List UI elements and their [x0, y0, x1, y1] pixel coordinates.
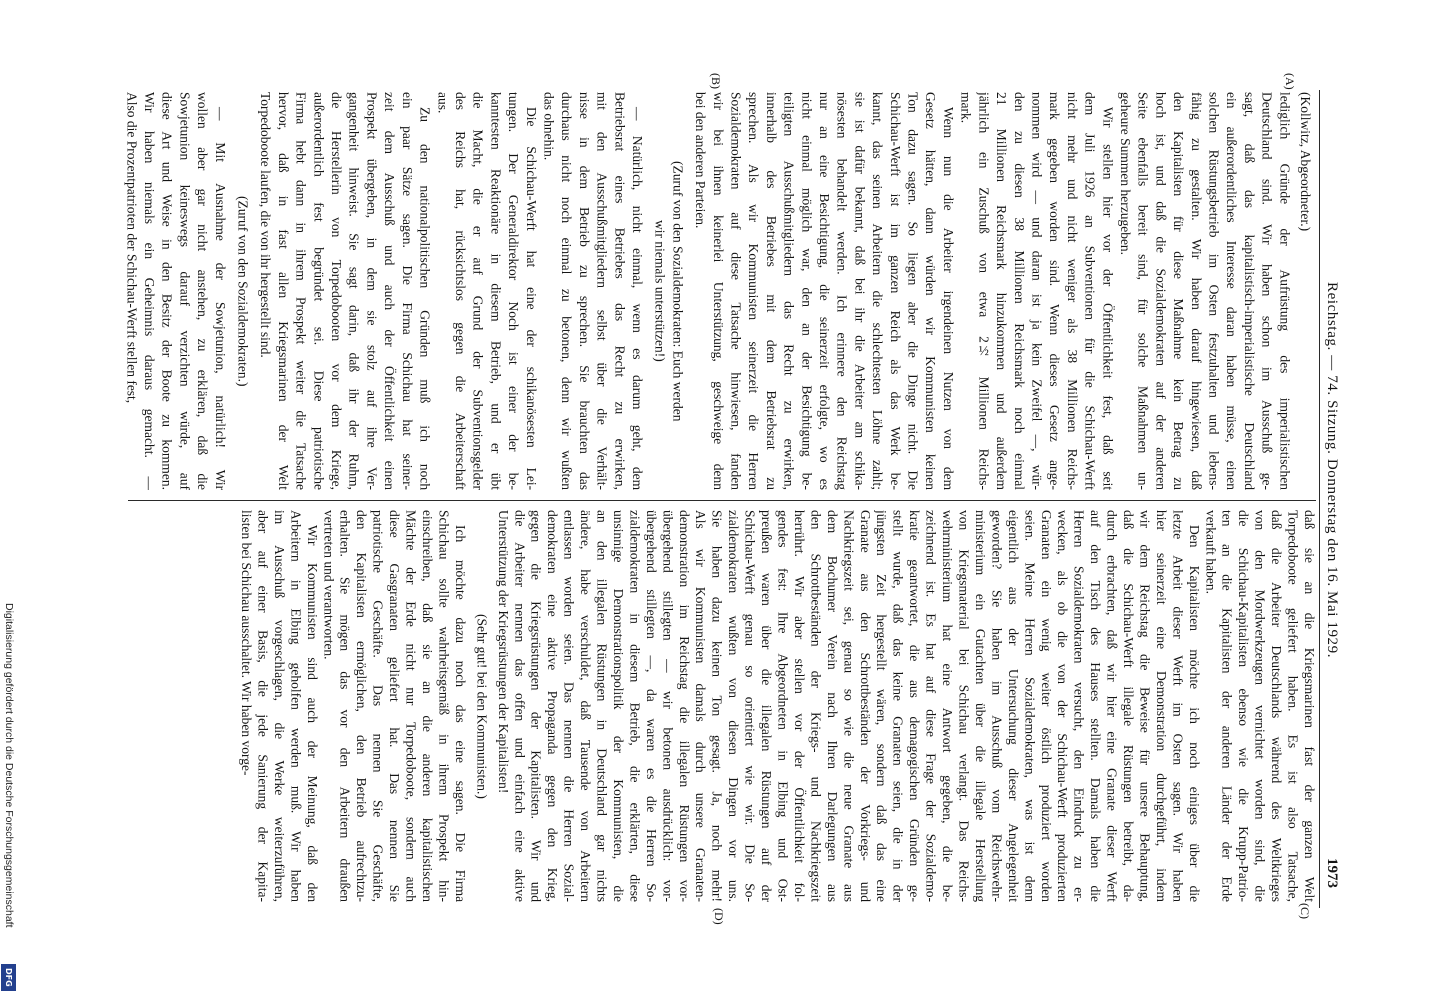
text-line: den Kapitalisten für diese Maßnahme kein Betrag zu — [1171, 92, 1187, 490]
text-line: Deutschland sind. Wir haben schon im Ausschuß ge- — [1259, 92, 1275, 490]
text-line: übergehend stillegten —, da waren es die Herren So- — [643, 510, 659, 902]
text-line: kratie geantwortet, die aus demagogischen Gründen ge- — [907, 510, 923, 902]
text-line: wir bei ihnen keinerlei Unterstützung, geschweige denn — [710, 92, 726, 490]
paragraph — [691, 92, 957, 490]
text-line: wecken, als ob die von der Schichau-Werft produzierten — [1055, 510, 1071, 902]
text-line: Wenn nun die Arbeiter irgendeinen Nutzen von dem — [940, 106, 956, 490]
page-number: 1973 — [1324, 858, 1340, 888]
text-line: die Herstellerin von Torpedobooten vor dem Kriege, — [329, 92, 345, 490]
text-line: wollen aber gar nicht anstehen, zu erklären, daß die — [195, 92, 211, 490]
text-line: Sozialdemokraten auf diese Tatsache hinwiesen, fanden — [728, 92, 744, 490]
text-line: zeit dem Ausschuß und auch der Öffentlichkeit einen — [382, 92, 398, 490]
text-line: lediglich Gründe der Aufrüstung des imperialistischen — [1277, 92, 1293, 490]
text-line: die Macht, die er auf Grund der Subventionsgelder — [470, 92, 486, 490]
text-line: ändere, habe verschuldet, daß Tausende von Arbeitern — [578, 510, 594, 902]
text-line: unsinnige Demonstrationspolitik der Kommunisten, die — [610, 510, 626, 902]
text-line: hervor, daß in fast allen Kriegsmarinen der Welt — [275, 92, 291, 490]
text-column-right — [110, 510, 1317, 902]
text-line: zeichnend ist. Es hat auf diese Frage der Sozialdemo- — [923, 510, 939, 902]
text-line: aber auf einer Basis, die jede Sanierung der Kapita- — [255, 510, 271, 902]
text-line: daß sie an die Kriegsmarinen fast der ganzen Welt — [1302, 510, 1317, 902]
text-line: Nachkriegszeit sei, genau so wie die neue Granate aus — [841, 510, 857, 902]
text-line: Mächte der Erde nicht nur Torpedoboote, sondern auch — [403, 510, 419, 902]
text-line: diese Art und Weise in den Besitz der Boote zu kommen. — [159, 92, 175, 490]
text-line: Arbeitern in Elbing geholfen werden muß. Wir haben — [288, 510, 304, 902]
text-line: mark. — [958, 92, 974, 124]
text-line: Sowjetunion keineswegs darauf verzichten würde, auf — [177, 92, 193, 490]
text-line: entlassen worden seien. Das nennen die Herren Sozial- — [561, 510, 577, 902]
text-line: mark gegeben worden sind. Wenn dieses Gesetz ange- — [1047, 92, 1063, 490]
margin-mark-c: (C) — [1298, 903, 1312, 919]
text-line: sie ist dafür bekannt, daß bei ihr die Arbeiter am schika- — [852, 92, 868, 490]
paragraph — [957, 92, 1116, 490]
text-line: letzte Arbeit dieser Werft im Osten sagen. Wir haben — [1170, 510, 1186, 902]
text-line: tungen. Der Generaldirektor Noch ist einer der be- — [506, 92, 522, 490]
text-line: des Reichs hat, rücksichtslos gegen die Arbeiterschaft — [452, 92, 468, 490]
text-line: hoch ist, und daß die Sozialdemokraten auf der anderen — [1153, 92, 1169, 490]
text-line: Den Kapitalisten möchte ich noch einiges über die — [1186, 524, 1202, 902]
text-line: durchaus nicht noch einmal zu betonen, denn wir wußten — [559, 92, 575, 490]
text-line: preußen waren über die illegalen Rüstungen auf der — [759, 510, 775, 902]
paragraph — [434, 92, 540, 490]
paragraph — [238, 510, 320, 902]
text-line: eigentlich aus der Untersuchung dieser Angelegenheit — [1005, 510, 1021, 902]
text-line: daß die Schichau-Werft illegale Rüstungen betreibt, da- — [1121, 510, 1137, 902]
column-divider — [128, 500, 1316, 501]
text-line: ein paar Sätze sagen. Die Firma Schichau hat seiner- — [399, 92, 415, 490]
text-line: das ohnehin. — [541, 92, 557, 161]
text-line: Ich möchte dazu noch das eine sagen. Die Firma — [452, 524, 468, 902]
paragraph — [257, 92, 434, 490]
text-line: (Zuruf von den Sozialdemokraten: Euch werden — [670, 160, 686, 422]
text-line: von Kriegsmaterial bei Schichau verlangt. Das Reichs- — [956, 510, 972, 902]
text-line: sagt, daß das kapitalistisch-imperialistische Deutschland — [1241, 92, 1257, 490]
running-head: Reichstag. — 74. Sitzung. Donnerstag den 16. Mai 1929. — [1324, 281, 1340, 659]
text-column-left — [110, 92, 1314, 490]
text-line: wehrministerium hat eine Antwort gegeben, die be- — [940, 510, 956, 902]
text-line: gegen die Kriegsrüstungen der Kapitalisten. Wir und — [528, 510, 544, 902]
text-line: Schichau sollte wahrheitsgemäß in ihrem Prospekt hin- — [436, 510, 452, 902]
text-line: dem Juli 1926 an Subventionen für die Schichau-Werft — [1082, 92, 1098, 490]
text-line: jährlich ein Zuschuß von etwa 2½ Millionen Reichs- — [976, 92, 992, 490]
speaker-heading: (Kollwitz, Abgeordneter.) — [1298, 92, 1313, 232]
text-line: kanntesten Reaktionäre in diesem Betrieb, und er übt — [488, 92, 504, 490]
paragraph — [1202, 510, 1317, 902]
text-line: durch erbrachten, daß wir hier eine Granate dieser Werft — [1104, 510, 1120, 902]
text-line: nicht mehr und nicht weniger als 38 Millionen Reichs- — [1064, 92, 1080, 490]
text-line: fähig zu gestalten. Wir haben darauf hingewiesen, daß — [1188, 92, 1204, 490]
interjection — [473, 510, 489, 902]
text-line: Schichau-Werft genau so orientiert wie wir. Die So- — [742, 510, 758, 902]
text-line: teiligten Ausschußmitgliedern das Recht zu erwirken, — [781, 92, 797, 490]
text-line: Also die Prozentpatrioten der Schichau-Werft stellen fest, — [124, 92, 140, 404]
text-line: sprechen. Als wir Kommunisten seinerzeit die Herren — [746, 92, 762, 490]
text-line: außerordentlich fest begründet sei. Diese patriotische — [311, 92, 327, 490]
text-line: geworden? Sie haben im Ausschuß vom Reichswehr- — [989, 510, 1005, 902]
text-line: übergehend stillegten — wir betonen ausdrücklich: vor- — [660, 510, 676, 902]
text-line: bei den anderen Parteien. — [693, 92, 709, 229]
text-line: auf den Tisch des Hauses stellten. Damals haben die — [1088, 510, 1104, 902]
text-line: daß die Arbeiter Deutschlands während des Weltkrieges — [1269, 510, 1285, 902]
text-line: demokraten eine aktive Propaganda gegen den Krieg, — [545, 510, 561, 902]
text-line: Herren Sozialdemokraten versucht, den Eindruck zu er- — [1071, 510, 1087, 902]
text-line: Betriebsrat eines Betriebes das Recht zu erwirken, — [612, 92, 628, 490]
text-line: die Schichau-Kapitalisten ebenso wie die Krupp-Patrio- — [1236, 510, 1252, 902]
paragraph — [1116, 92, 1293, 490]
text-line: ten an die Kapitalisten der anderen Länder der Erde — [1219, 510, 1235, 902]
text-line: solchen Rüstungsbetrieb im Osten festzuhalten und lebens- — [1206, 92, 1222, 490]
text-line: diese Gasgranaten geliefert hat. Das nennen Sie — [387, 510, 403, 902]
text-line: die Arbeiter nennen das offen und einfach eine aktive — [512, 510, 528, 902]
text-line: mit den Ausschußmitgliedern selbst über die Verhält- — [594, 92, 610, 490]
text-line: ministerium ein Gutachten über die illegale Herstellung — [972, 510, 988, 902]
text-line: nisse in dem Betrieb zu sprechen. Sie brauchten das — [576, 92, 592, 490]
text-line: nur an eine Besichtigung, die seinerzeit erfolgte, wo es — [817, 92, 833, 490]
paragraph — [494, 510, 1201, 902]
text-line: nösesten behandelt werden. Ich erinnere den Reichstag — [834, 92, 850, 490]
text-line: kannt, das seinen Arbeitern die schlechtesten Löhne zahlt; — [870, 92, 886, 490]
text-line: Prospekt übergeben, in dem sie stolz auf ihre Ver- — [364, 92, 380, 490]
text-line: den Kapitalisten ermöglichen, den Betrieb aufrechtzu- — [354, 510, 370, 902]
text-line: Unterstützung der Kriegsrüstungen der Kapitalisten! — [495, 510, 511, 794]
text-line: (Zuruf von den Sozialdemokraten.) — [235, 195, 251, 387]
text-line: vertreten und verantworten. — [321, 510, 337, 660]
text-line: 21 Millionen Reichsmark hinzukommen und außerdem — [994, 92, 1010, 490]
text-line: jüngsten Zeit hergestellt wären, sondern daß das eine — [874, 510, 890, 902]
text-line: zialdemokraten in diesem Betrieb, die erklärten, diese — [627, 510, 643, 902]
text-line: Sie haben dazu keinen Ton gesagt. Ja, noch mehr! — [709, 510, 725, 902]
text-line: patriotische Geschäfte. Das nennen Sie Geschäfte, — [370, 510, 386, 902]
text-line: von den Mordwerkzeugen vernichtet worden sind, die — [1252, 510, 1268, 902]
text-line: Als wir Kommunisten damals durch unsere Granaten- — [693, 510, 709, 902]
text-line: seien. Meine Herren Sozialdemokraten, was ist denn — [1022, 510, 1038, 902]
text-line: den zu diesen 38 Millionen Reichsmark noch einmal — [1011, 92, 1027, 490]
margin-mark-a: (A) — [1283, 73, 1297, 90]
text-line: hier seinerzeit eine Demonstration durchgeführt, indem — [1153, 510, 1169, 902]
text-line: Granate aus den Schrottbeständen der Vorkriegs- und — [857, 510, 873, 902]
text-line: gendes fest: Ihre Abgeordneten in Elbing und Ost- — [775, 510, 791, 902]
paragraph — [123, 92, 229, 490]
text-line: Ton dazu sagen. So liegen aber die Dinge nicht. Die — [905, 92, 921, 490]
text-line: Wir stellen hier vor der Öffentlichkeit fest, daß seit — [1100, 106, 1116, 490]
text-line: Seite ebenfalls bereit sind, für solche Maßnahmen un- — [1135, 92, 1151, 490]
text-line: im Ausschuß vorgeschlagen, die Werke weiterzuführen, — [271, 510, 287, 902]
text-line: nommen wird — und daran ist ja kein Zweifel —, wür- — [1029, 92, 1045, 490]
text-line: Gesetz hätten, dann würden wir Kommunisten keinen — [923, 92, 939, 490]
header-rule — [1319, 90, 1320, 908]
text-line: — Mit Ausnahme der Sowjetunion, natürlich! Wir — [212, 106, 228, 490]
text-line: aus. — [435, 92, 451, 114]
text-line: Torpedoboote geliefert haben. Es ist also Tatsache, — [1285, 510, 1301, 902]
interjection — [234, 92, 252, 490]
text-line: Firma hebt dann in ihrem Prospekt weiter die Tatsache — [293, 92, 309, 490]
margin-mark-d: (D) — [712, 908, 726, 925]
text-line: wir niemals unterstützen!) — [652, 220, 668, 362]
text-line: einschreiben, daß sie an die anderen kapitalistischen — [419, 510, 435, 902]
text-line: an den illegalen Rüstungen in Deutschland gar nichts — [594, 510, 610, 902]
paragraph — [320, 510, 468, 902]
text-line: Torpedoboote laufen, die von ihr hergestellt sind. — [258, 92, 274, 358]
text-line: wir dem Reichstag die Beweise für unsere Behauptung, — [1137, 510, 1153, 902]
text-line: Wir haben niemals ein Geheimnis daraus gemacht. — — [142, 92, 157, 490]
dfg-logo: DFG — [1, 964, 16, 991]
text-line: Die Schichau-Werft hat eine der schikanösesten Lei- — [523, 106, 539, 490]
paragraph — [540, 92, 646, 490]
text-line: den Schrottbeständen der Kriegs- und Nachkriegszeit — [808, 510, 824, 902]
interjection — [651, 92, 686, 490]
margin-mark-b: (B) — [709, 73, 723, 89]
text-line: stellt wurde, daß das keine Granaten seien, die in der — [890, 510, 906, 902]
digitization-notice: Digitalisierung gefördert durch die Deutsche Forschungsgemeinschaft — [3, 603, 15, 928]
text-line: demonstration im Reichstag die illegalen Rüstungen vor- — [676, 510, 692, 902]
text-line: Zu den nationalpolitischen Gründen muß ich noch — [417, 106, 433, 490]
text-line: Granaten ein wenig weiter östlich produziert worden — [1038, 510, 1054, 902]
text-line: Schichau-Werft ist im ganzen Reich als das Werk be- — [887, 92, 903, 490]
text-line: ein außerordentliches Interesse daran haben müsse, einen — [1224, 92, 1240, 490]
text-line: — Natürlich, nicht einmal, wenn es darum geht, dem — [629, 106, 645, 490]
text-line: verkauft haben. — [1203, 510, 1219, 594]
text-line: Wir Kommunisten sind auch der Meinung, daß den — [304, 524, 320, 902]
text-line: nicht einmal möglich war, den an der Besichtigung be- — [799, 92, 815, 490]
text-line: herrührt. Wir aber stellen vor der Öffentlichkeit fol- — [791, 510, 807, 902]
text-line: geheure Summen herzugeben. — [1117, 92, 1133, 256]
text-line: gangenheit hinweist. Sie sagt darin, daß ihr der Ruhm, — [346, 92, 362, 490]
text-line: (Sehr gut! bei den Kommunisten.) — [474, 613, 490, 799]
text-line: listen bei Schichau ausschaltet. Wir haben vorge- — [239, 510, 254, 776]
text-line: innerhalb des Betriebes mit dem Betriebsrat zu — [763, 92, 779, 490]
text-line: zialdemokraten wußten von diesen Dingen vor uns. — [726, 510, 742, 902]
text-line: erhalten. Sie mögen das vor den Arbeitern draußen — [337, 510, 353, 902]
text-line: dem Bochumer Verein nach Ihren Darlegungen aus — [824, 510, 840, 902]
